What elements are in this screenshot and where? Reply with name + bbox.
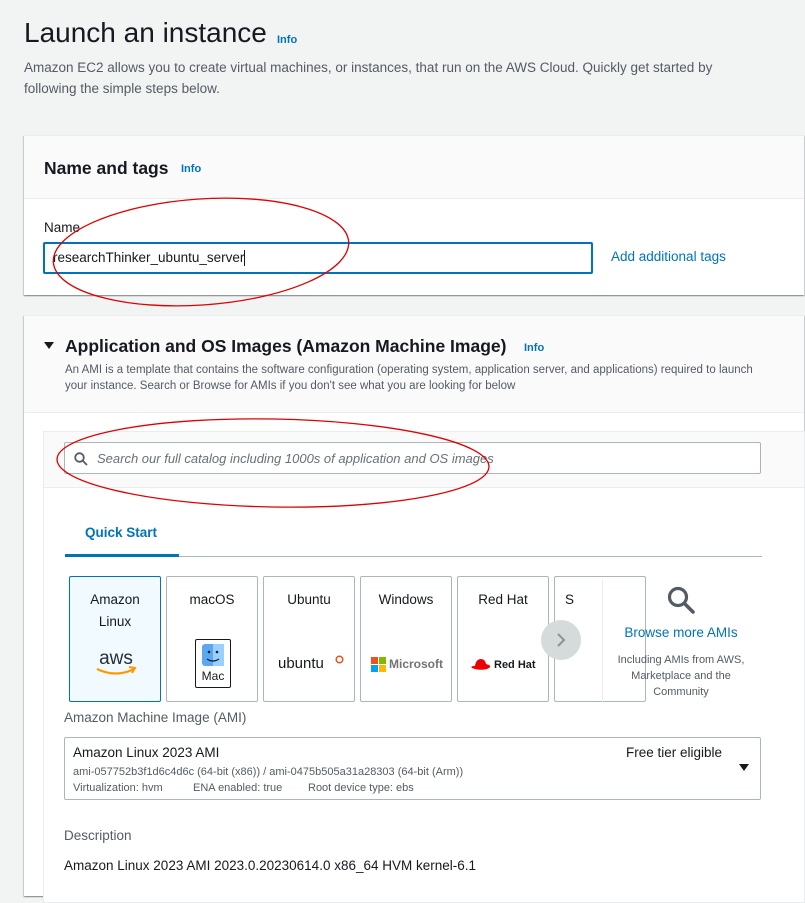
os-tile-red-hat[interactable] bbox=[457, 576, 549, 702]
add-additional-tags-link[interactable]: Add additional tags bbox=[611, 249, 726, 264]
tile-label: S bbox=[565, 592, 575, 607]
chevron-right-icon bbox=[555, 632, 567, 648]
ami-search-input[interactable] bbox=[64, 442, 761, 474]
ami-root-device: Root device type: ebs bbox=[308, 782, 414, 794]
ubuntu-logo-text: ubuntu bbox=[278, 655, 324, 672]
os-tile-amazon-linux[interactable] bbox=[69, 576, 161, 702]
tile-label: Amazon Linux bbox=[90, 592, 140, 629]
search-icon bbox=[74, 452, 88, 466]
name-tags-info-link[interactable]: Info bbox=[181, 163, 202, 175]
tab-active-indicator bbox=[65, 554, 179, 557]
tab-quick-start[interactable]: Quick Start bbox=[85, 525, 158, 540]
aws-logo-icon bbox=[94, 648, 138, 678]
ami-ids: ami-057752b3f1d6c4d6c (64-bit (x86)) / ami-0475b505a31a28303 (64-bit (Arm)) bbox=[73, 766, 464, 778]
ubuntu-circle-icon bbox=[335, 655, 344, 664]
mac-logo-text: Mac bbox=[201, 669, 225, 683]
carousel-next-button[interactable] bbox=[541, 620, 581, 660]
free-tier-badge: Free tier eligible bbox=[626, 745, 723, 760]
ami-info-link[interactable]: Info bbox=[524, 342, 545, 354]
ami-virtualization: Virtualization: hvm bbox=[73, 782, 163, 794]
red-hat-logo-icon bbox=[470, 658, 492, 672]
tile-label: Red Hat bbox=[478, 592, 528, 607]
caret-down-icon bbox=[738, 763, 750, 773]
description-label: Description bbox=[64, 828, 132, 843]
tile-label: macOS bbox=[189, 592, 235, 607]
os-tile-macos[interactable] bbox=[166, 576, 258, 702]
os-tile-ubuntu[interactable] bbox=[263, 576, 355, 702]
tile-label: Ubuntu bbox=[287, 592, 331, 607]
aws-logo-text: aws bbox=[99, 648, 133, 669]
ami-inner-container bbox=[43, 431, 805, 903]
page-title-text: Launch an instance bbox=[24, 17, 267, 48]
ami-description: An AMI is a template that contains the software configuration (operating system, application server, and applications) required to launch your instance. Search or Browse for AMIs if you don't see what you are looking for below bbox=[65, 364, 753, 392]
name-label: Name bbox=[44, 220, 81, 235]
ami-heading: Application and OS Images (Amazon Machine Image) bbox=[65, 336, 507, 356]
search-placeholder: Search our full catalog including 1000s of application and OS images bbox=[97, 451, 494, 466]
search-bar-area bbox=[44, 432, 804, 488]
finder-face-icon bbox=[202, 644, 224, 666]
os-tile-windows[interactable] bbox=[360, 576, 452, 702]
ami-select[interactable] bbox=[64, 737, 761, 800]
browse-more-amis-link[interactable]: Browse more AMIs bbox=[624, 625, 738, 640]
page-description: Amazon EC2 allows you to create virtual machines, or instances, that run on the AWS Cloud. Quickly get started by following the simple steps below. bbox=[24, 60, 713, 96]
name-and-tags-heading: Name and tags bbox=[44, 158, 169, 178]
ami-panel bbox=[24, 315, 804, 896]
name-input-value: researchThinker_ubuntu_server bbox=[53, 250, 245, 265]
search-icon bbox=[666, 585, 696, 615]
name-and-tags-panel bbox=[24, 135, 804, 295]
ami-ena: ENA enabled: true bbox=[193, 782, 283, 794]
ami-select-label: Amazon Machine Image (AMI) bbox=[64, 710, 247, 725]
ami-panel-header bbox=[24, 316, 804, 413]
browse-more-subtext: Including AMIs from AWS, Marketplace and the Community bbox=[617, 654, 745, 698]
browse-divider bbox=[602, 580, 603, 702]
title-info-link[interactable]: Info bbox=[277, 34, 298, 46]
red-hat-logo-text: Red Hat bbox=[494, 659, 536, 671]
description-value: Amazon Linux 2023 AMI 2023.0.20230614.0 x86_64 HVM kernel-6.1 bbox=[64, 858, 477, 873]
name-input[interactable] bbox=[43, 242, 593, 274]
text-caret bbox=[244, 250, 245, 266]
page-title bbox=[24, 17, 267, 49]
mac-logo-icon bbox=[195, 639, 231, 688]
ami-name: Amazon Linux 2023 AMI bbox=[73, 745, 220, 760]
name-and-tags-header bbox=[24, 136, 804, 199]
microsoft-logo-icon bbox=[371, 657, 386, 672]
microsoft-logo-text: Microsoft bbox=[389, 657, 443, 671]
caret-down-icon[interactable] bbox=[43, 340, 55, 352]
tile-label: Windows bbox=[378, 592, 434, 607]
